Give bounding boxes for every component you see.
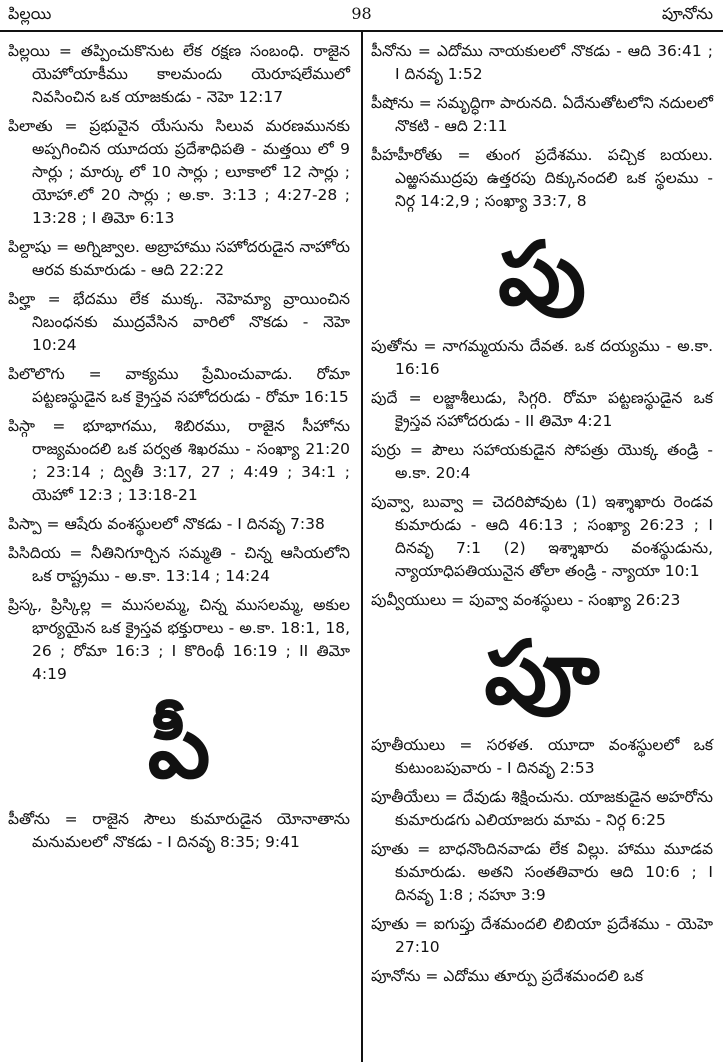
dictionary-entry: పిస్గా = భూభాగము, శిబిరము, రాజైన సీహోను రాజ్యమందలి ఒక పర్వత శిఖరము - సంఖ్యా 21:20 ; 23:14 ; ద్వితీ 3:17, 27 ; 4:49 ; 34:1 ; యెహో 12:3 ; 13:18-21 bbox=[8, 417, 350, 504]
page-number: 98 bbox=[351, 4, 372, 23]
dictionary-entry: పువ్వా, బువ్వా = చెదరిపోవుట (1) ఇశ్శాఖారు రెండవ కుమారుడు - ఆది 46:13 ; సంఖ్యా 26:23 ; I దినవృ 7:1 (2) ఇశ్శాఖారు వంశస్థుడును, న్యాయాధిపతియునైన తోలా తండ్రి - న్యాయా 10:1 bbox=[371, 493, 713, 580]
dictionary-entry: పూతు = ఐగుప్తు దేశమందలి లిబియా ప్రదేశము - యెహె 27:10 bbox=[371, 915, 713, 956]
dictionary-entry: పిల్హా = భేదము లేక ముక్క. నెహెమ్యా వ్రాయించిన నిబంధనకు ముద్రవేసిన వారిలో నొకడు - నెహె 10:24 bbox=[8, 290, 350, 354]
left-column bbox=[8, 40, 350, 860]
header-right-word: పూనోను bbox=[661, 4, 713, 23]
column-divider bbox=[361, 32, 363, 1062]
section-letter: పు bbox=[498, 222, 586, 325]
dictionary-entry: పువ్వీయులు = పువ్వా వంశస్థులు - సంఖ్యా 26:23 bbox=[371, 591, 681, 609]
dictionary-entry: పూతీయులు = సరళత. యూదా వంశస్థులలో ఒక కుటుంబపువారు - I దినవృ 2:53 bbox=[371, 736, 713, 777]
dictionary-entry: పీనోను = ఎదోము నాయకులలో నొకడు - ఆది 36:41 ; I దినవృ 1:52 bbox=[371, 42, 713, 83]
dictionary-entry: పిల్దాషు = అగ్నిజ్వాల. అబ్రాహాము సహోదరుడైన నాహోరు ఆరవ కుమారుడు - ఆది 22:22 bbox=[8, 238, 350, 279]
dictionary-entry: పీషోను = సమృద్ధిగా పారునది. ఏదేనుతోటలోని నదులలో నొకటి - ఆది 2:11 bbox=[371, 94, 713, 135]
dictionary-entry: ప్రిస్క, ప్రిస్కిల్ల = ముసలమ్మ, చిన్న ముసలమ్మ, అకుల భార్యయైన ఒక క్రైస్తవ భక్తురాలు - అ.కా. 18:1, 18, 26 ; రోమా 16:3 ; I కొరింథీ 16:19 ; II తిమో 4:19 bbox=[8, 596, 350, 683]
dictionary-entry: పీతోను = రాజైన సౌలు కుమారుడైన యోనాతాను మనుమలలో నొకడు - I దినవృ 8:35; 9:41 bbox=[8, 810, 350, 851]
right-column bbox=[371, 40, 713, 994]
dictionary-entry: పిల్లయి = తప్పించుకొనుట లేక రక్షణ సంబంధి. రాజైన యెహోయాకీము కాలమందు యెరూషలేములో నివసించిన ఒక యాజకుడు - నెహె 12:17 bbox=[8, 42, 350, 106]
page-header bbox=[0, 0, 723, 32]
dictionary-entry: పిలొలొగు = వాక్యము ప్రేమించువాడు. రోమా పట్టణస్థుడైన ఒక క్రైస్తవ సహోదరుడు - రోమా 16:15 bbox=[8, 365, 350, 406]
dictionary-entry: పూనోను = ఎదోము తూర్పు ప్రదేశమందలి ఒక bbox=[371, 967, 644, 985]
dictionary-entry: పిలాతు = ప్రభువైన యేసును సిలువ మరణమునకు అప్పగించిన యూదయ ప్రదేశాధిపతి - మత్తయి లో 9 సార్లు ; మార్కు లో 10 సార్లు ; లూకాలో 12 సార్లు ; యోహా.లో 20 సార్లు ; అ.కా. 3:13 ; 4:27-28 ; 13:28 ; I తిమో 6:13 bbox=[8, 117, 350, 227]
section-letter: పూ bbox=[484, 621, 600, 724]
dictionary-entry: పిస్పా = ఆషేరు వంశస్థులలో నొకడు - I దినవృ 7:38 bbox=[8, 515, 325, 533]
dictionary-entry: పూతు = బాధనొందినవాడు లేక విల్లు. హాము మూడవ కుమారుడు. అతని సంతతివారు ఆది 10:6 ; I దినవృ 1:8 ; నహూ 3:9 bbox=[371, 840, 713, 904]
header-left-word: పిల్లయి bbox=[8, 4, 52, 23]
dictionary-entry: పుతోను = నాగమ్మయను దేవత. ఒక దయ్యము - అ.కా. 16:16 bbox=[371, 337, 713, 378]
section-letter: పీ bbox=[147, 695, 211, 798]
dictionary-entry: పీహహీరోతు = తుంగ ప్రదేశము. పచ్చిక బయలు. ఎఱ్ఱసముద్రపు ఉత్తరపు దిక్కునందలి ఒక స్థలము - నిర్గ 14:2,9 ; సంఖ్యా 33:7, 8 bbox=[371, 146, 713, 210]
dictionary-entry: పూతీయేలు = దేవుడు శిక్షించును. యాజకుడైన అహరోను కుమారుడగు ఎలియాజరు మామ - నిర్గ 6:25 bbox=[371, 788, 713, 829]
dictionary-entry: పిసిదియ = నీతినిగూర్చిన సమ్మతి - చిన్న ఆసియలోని ఒక రాష్ట్రము - అ.కా. 13:14 ; 14:24 bbox=[8, 544, 350, 585]
dictionary-entry: పుర్రు = పౌలు సహాయకుడైన సోపత్రు యొక్క తండ్రి - అ.కా. 20:4 bbox=[371, 441, 713, 482]
dictionary-entry: పుదే = లజ్జాశీలుడు, సిగ్గరి. రోమా పట్టణస్థుడైన ఒక క్రైస్తవ సహోదరుడు - II తిమో 4:21 bbox=[371, 389, 713, 430]
